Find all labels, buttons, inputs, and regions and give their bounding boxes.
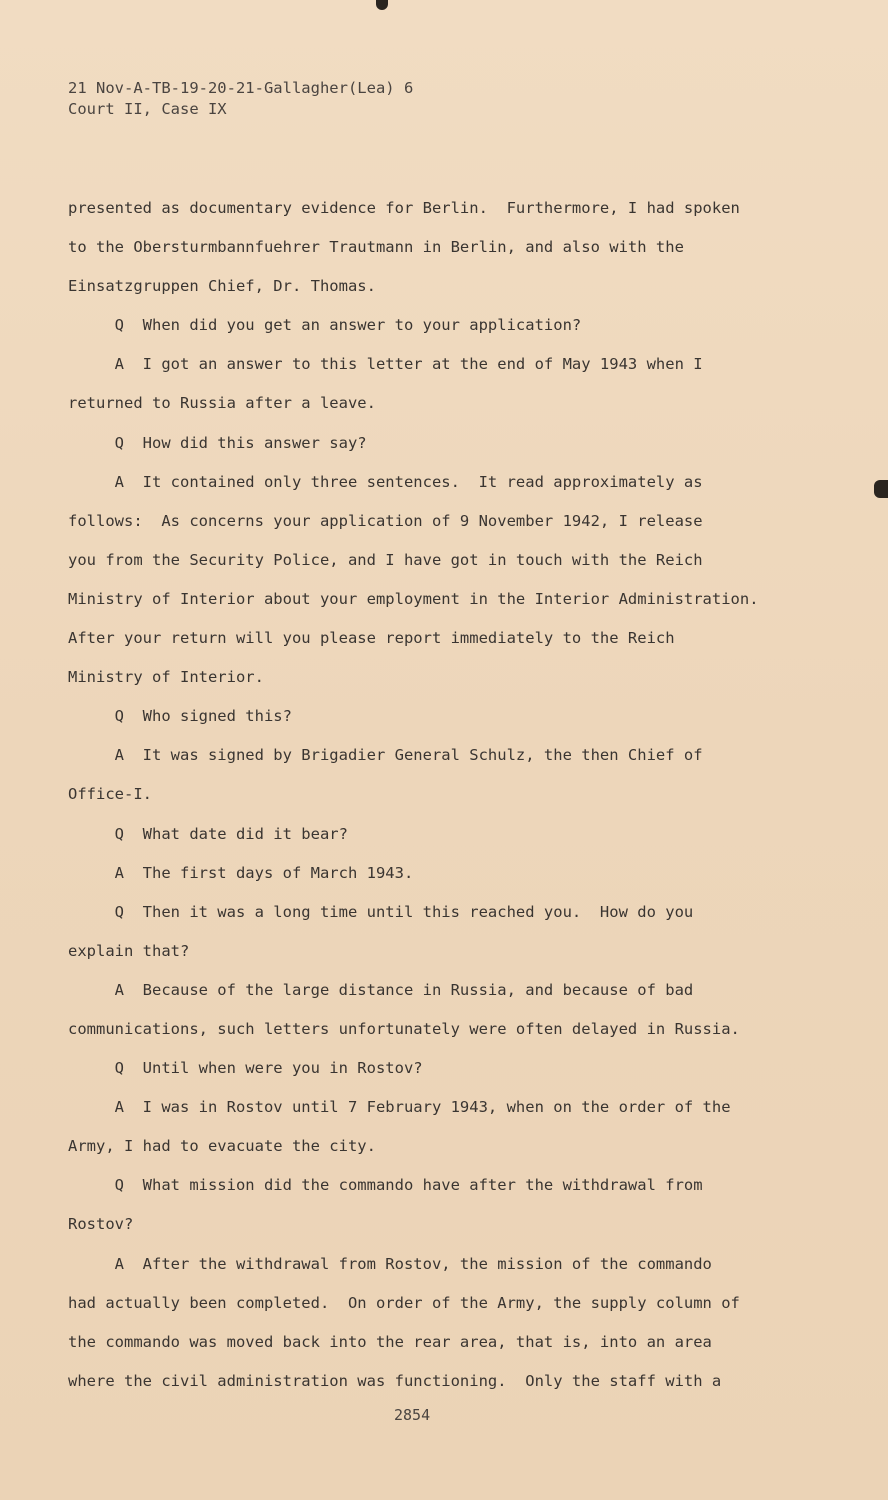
document-header bbox=[68, 78, 413, 120]
transcript-line: returned to Russia after a leave. bbox=[68, 394, 376, 413]
header-reference: 21 Nov-A-TB-19-20-21-Gallagher(Lea) 6 bbox=[68, 79, 414, 97]
transcript-line: Q Who signed this? bbox=[68, 707, 292, 726]
transcript-line: Army, I had to evacuate the city. bbox=[68, 1137, 376, 1156]
transcript-line: Q What date did it bear? bbox=[68, 824, 348, 843]
transcript-line: communications, such letters unfortunately were often delayed in Russia. bbox=[68, 1019, 740, 1038]
transcript-line: A It was signed by Brigadier General Schulz, the then Chief of bbox=[68, 746, 703, 765]
transcript-body bbox=[68, 196, 828, 1408]
transcript-line: Q How did this answer say? bbox=[68, 433, 367, 452]
transcript-line: Q Then it was a long time until this reached you. How do you bbox=[68, 902, 694, 921]
transcript-line: A Because of the large distance in Russia, and because of bad bbox=[68, 980, 694, 999]
header-court-case: Court II, Case IX bbox=[68, 100, 227, 118]
transcript-line: Q What mission did the commando have after the withdrawal from bbox=[68, 1176, 703, 1195]
transcript-line: Rostov? bbox=[68, 1215, 134, 1234]
transcript-line: where the civil administration was functioning. Only the staff with a bbox=[68, 1371, 722, 1390]
page-number: 2854 bbox=[394, 1406, 431, 1424]
transcript-line: presented as documentary evidence for Berlin. Furthermore, I had spoken bbox=[68, 199, 740, 217]
transcript-line: had actually been completed. On order of the Army, the supply column of bbox=[68, 1293, 740, 1312]
transcript-line: Ministry of Interior. bbox=[68, 668, 264, 687]
binding-mark bbox=[376, 0, 388, 10]
transcript-line: A The first days of March 1943. bbox=[68, 863, 414, 882]
transcript-line: the commando was moved back into the rear area, that is, into an area bbox=[68, 1332, 712, 1351]
transcript-line: follows: As concerns your application of 9 November 1942, I release bbox=[68, 511, 703, 530]
edge-mark bbox=[874, 480, 888, 498]
transcript-line: A After the withdrawal from Rostov, the mission of the commando bbox=[68, 1254, 712, 1273]
transcript-line: Office-I. bbox=[68, 785, 152, 804]
transcript-line: to the Obersturmbannfuehrer Trautmann in Berlin, and also with the bbox=[68, 238, 684, 257]
transcript-line: Q Until when were you in Rostov? bbox=[68, 1059, 423, 1078]
transcript-line: Q When did you get an answer to your application? bbox=[68, 316, 582, 335]
transcript-line: you from the Security Police, and I have got in touch with the Reich bbox=[68, 550, 703, 569]
transcript-line: A I was in Rostov until 7 February 1943, when on the order of the bbox=[68, 1098, 731, 1117]
transcript-line: explain that? bbox=[68, 941, 190, 960]
transcript-line: A I got an answer to this letter at the end of May 1943 when I bbox=[68, 355, 703, 374]
transcript-line: Ministry of Interior about your employment in the Interior Administration. bbox=[68, 589, 759, 608]
transcript-line: After your return will you please report immediately to the Reich bbox=[68, 629, 675, 648]
transcript-line: A It contained only three sentences. It read approximately as bbox=[68, 472, 703, 491]
transcript-line: Einsatzgruppen Chief, Dr. Thomas. bbox=[68, 277, 376, 296]
